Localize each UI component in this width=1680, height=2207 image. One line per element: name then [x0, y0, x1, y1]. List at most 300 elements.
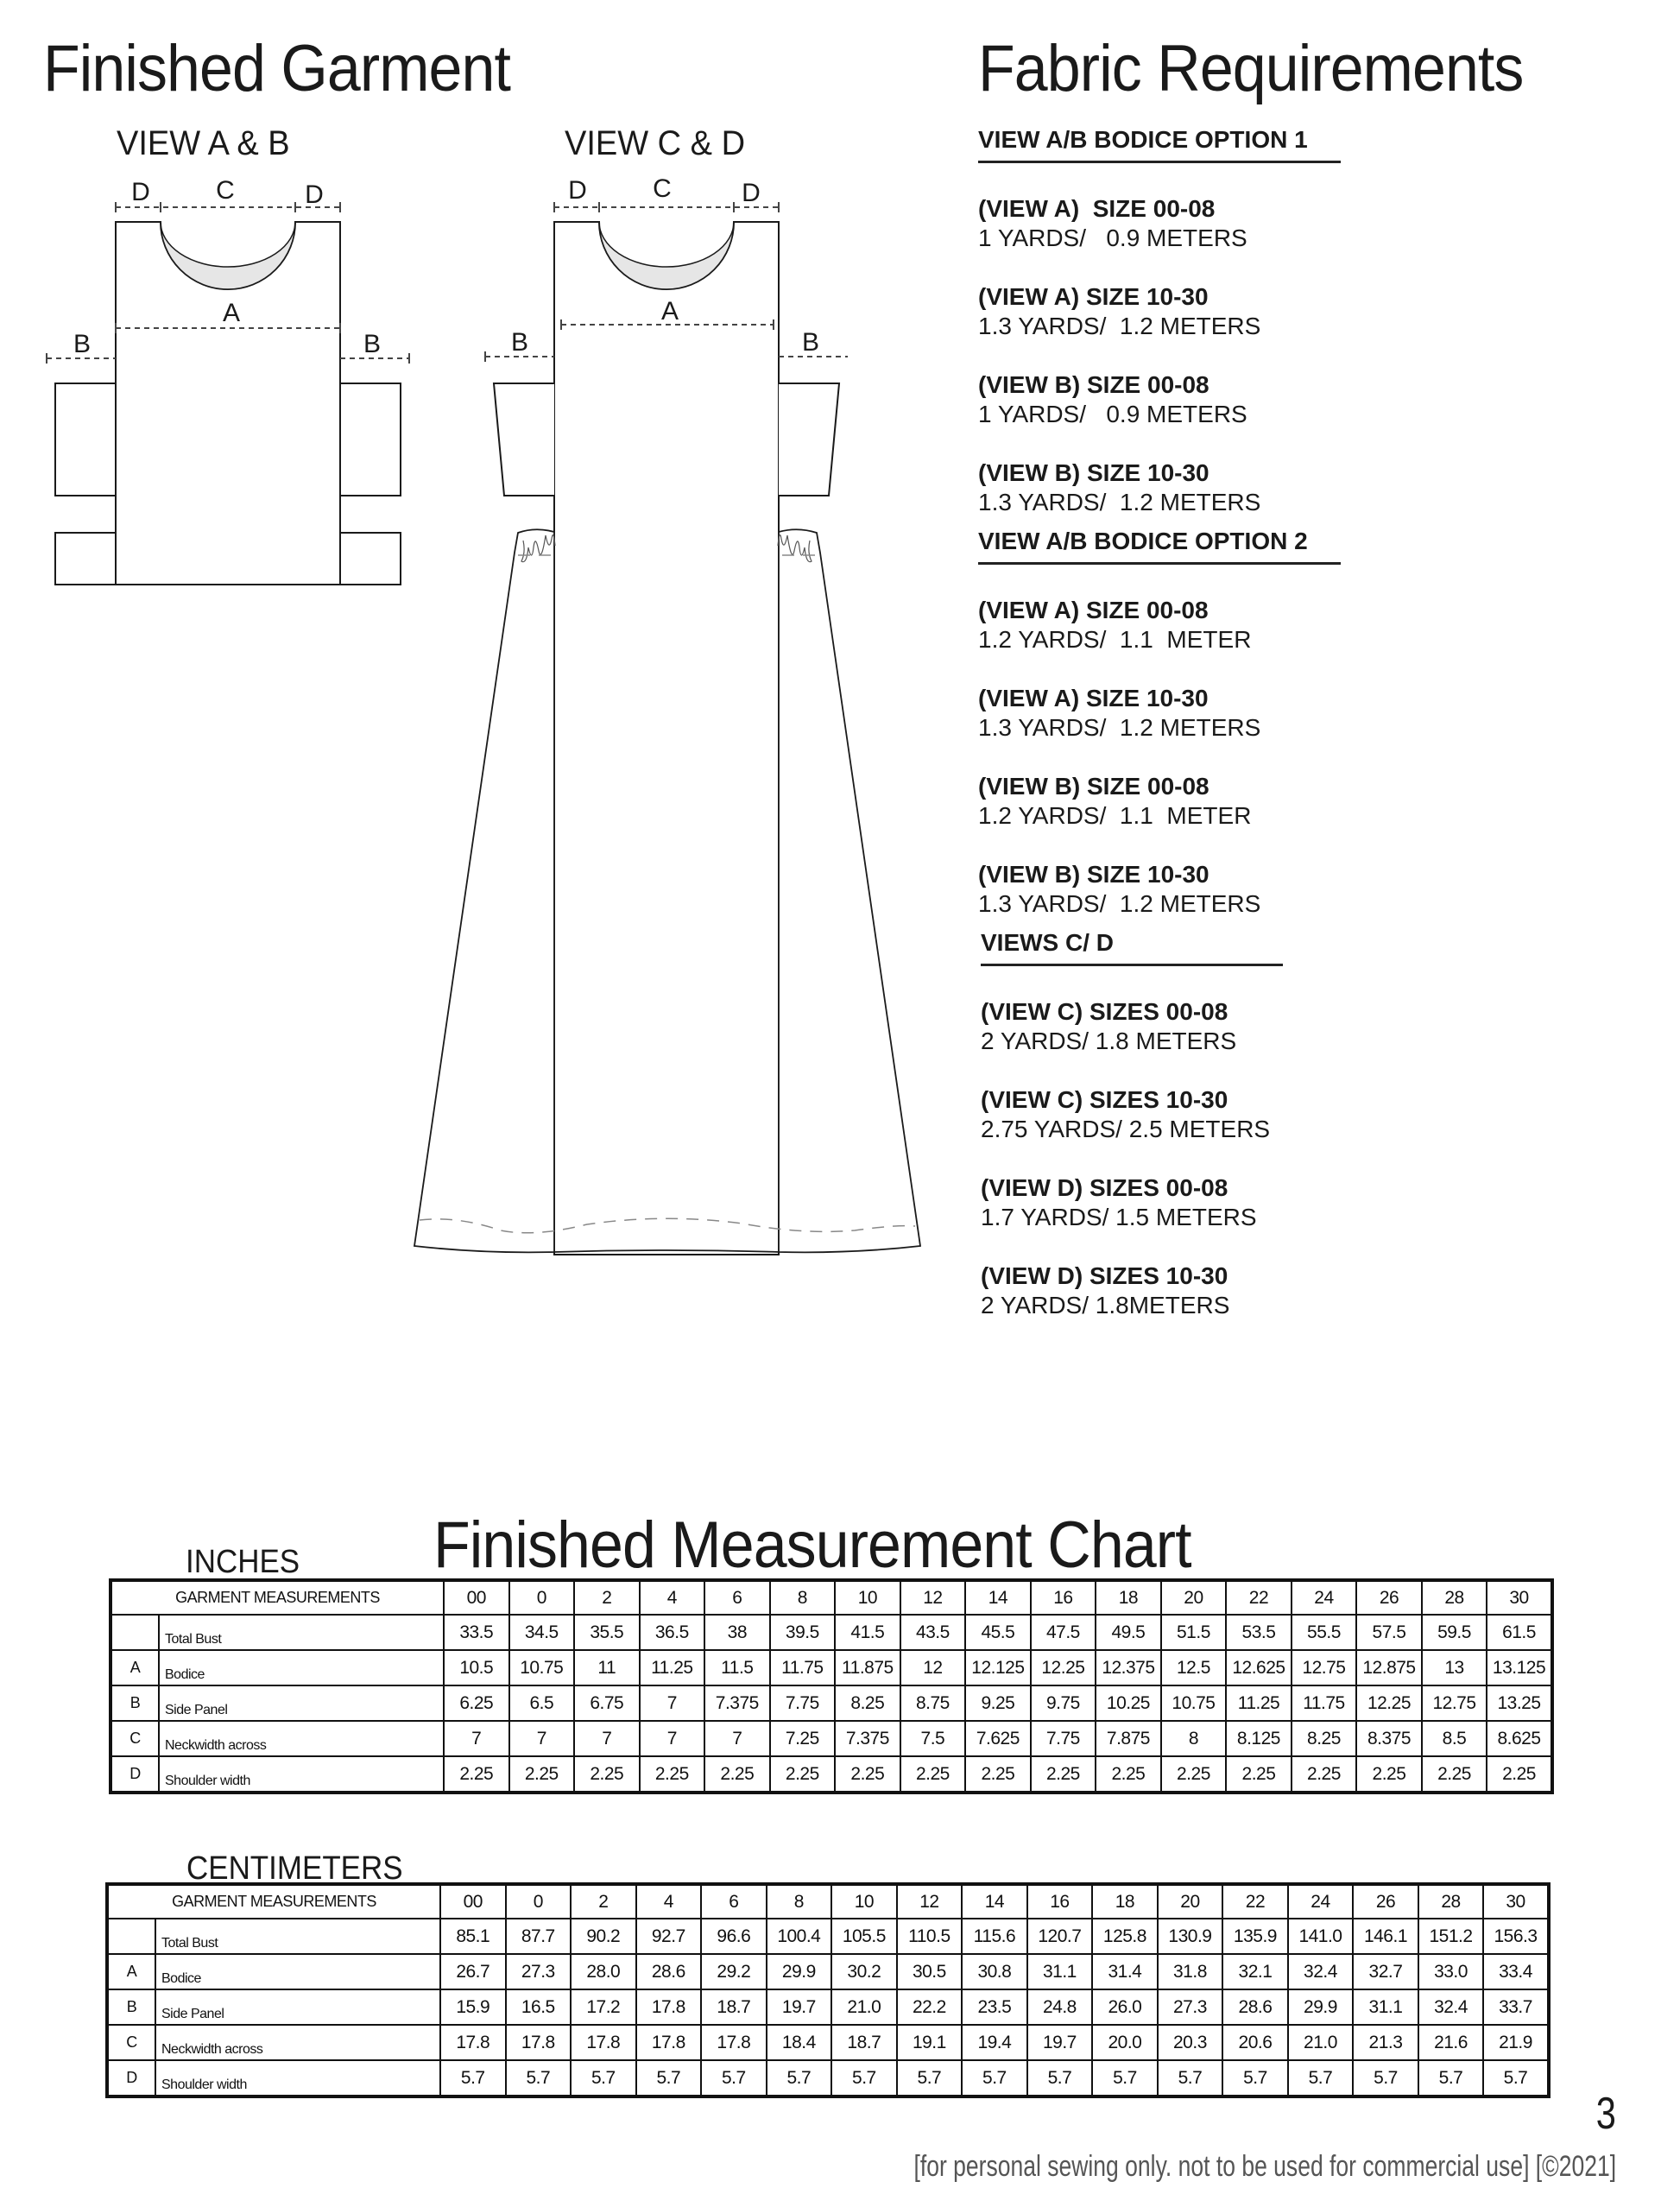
table-row	[107, 1954, 1549, 1989]
size-header-cell: 0	[509, 1580, 575, 1615]
size-header-cell: 30	[1483, 1884, 1549, 1919]
measurement-value: 30.8	[962, 1954, 1027, 1989]
view-ab-label-b-right: B	[363, 330, 382, 358]
view-cd-title: VIEW C & D	[565, 124, 746, 162]
size-header-cell: 14	[965, 1580, 1031, 1615]
measurement-value: 13.25	[1487, 1685, 1552, 1721]
measurement-value: 7.5	[900, 1721, 966, 1756]
measurement-value: 87.7	[506, 1919, 572, 1954]
measurement-value: 26.7	[440, 1954, 506, 1989]
fabric-section	[978, 128, 1341, 517]
measurement-name: Side Panel	[155, 1989, 440, 2025]
size-header-cell: 20	[1161, 1580, 1227, 1615]
size-header-cell: 30	[1487, 1580, 1552, 1615]
measurement-value: 85.1	[440, 1919, 506, 1954]
measurement-value: 7	[704, 1721, 770, 1756]
view-ab-label-d-right: D	[305, 180, 324, 209]
size-header-cell: 18	[1092, 1884, 1158, 1919]
measurement-value: 32.1	[1222, 1954, 1288, 1989]
size-header-cell: 28	[1418, 1884, 1484, 1919]
measurement-value: 5.7	[701, 2060, 767, 2096]
size-header-cell: 12	[897, 1884, 963, 1919]
view-cd-side-panel-left	[494, 383, 554, 496]
measurement-value: 5.7	[440, 2060, 506, 2096]
measurement-value: 10.75	[509, 1650, 575, 1685]
measurement-value: 28.0	[571, 1954, 636, 1989]
view-cd-label-b-left: B	[510, 328, 529, 357]
measurement-name: Shoulder width	[159, 1756, 444, 1793]
measurement-value: 7	[444, 1721, 509, 1756]
fabric-item-amount: 2.75 YARDS/ 2.5 METERS	[981, 1116, 1271, 1142]
size-header-cell: 2	[571, 1884, 636, 1919]
size-header-cell: 4	[640, 1580, 705, 1615]
measurement-value: 28.6	[636, 1954, 702, 1989]
measurement-value: 53.5	[1226, 1615, 1292, 1650]
measurement-value: 28.6	[1222, 1989, 1288, 2025]
measurement-value: 11.75	[770, 1650, 836, 1685]
view-ab-side-panel-left-top	[55, 383, 116, 496]
measurement-value: 7.375	[835, 1721, 900, 1756]
fabric-item	[981, 1173, 1283, 1232]
measurement-value: 12.75	[1292, 1650, 1357, 1685]
measurement-value: 2.25	[835, 1756, 900, 1793]
size-header-cell: 26	[1353, 1884, 1418, 1919]
measurement-value: 2.25	[509, 1756, 575, 1793]
measurement-value: 21.0	[1288, 2025, 1354, 2060]
fabric-item-label: (VIEW B) SIZE 10-30	[978, 459, 1209, 486]
size-header-cell: 4	[636, 1884, 702, 1919]
measurement-value: 17.8	[440, 2025, 506, 2060]
measurement-value: 30.5	[897, 1954, 963, 1989]
measurement-value: 5.7	[767, 2060, 832, 2096]
measurement-value: 146.1	[1353, 1919, 1418, 1954]
measurement-value: 29.9	[767, 1954, 832, 1989]
fabric-section-heading: VIEW A/B BODICE OPTION 1	[978, 128, 1341, 163]
measurement-value: 2.25	[1356, 1756, 1422, 1793]
measurement-letter: A	[111, 1650, 159, 1685]
measurement-value: 2.25	[1031, 1756, 1096, 1793]
measurement-value: 20.0	[1092, 2025, 1158, 2060]
measurement-value: 110.5	[897, 1919, 963, 1954]
view-cd-label-a: A	[660, 297, 679, 326]
measurement-value: 30.2	[831, 1954, 897, 1989]
view-ab-label-c: C	[216, 176, 235, 205]
fabric-item-amount: 2 YARDS/ 1.8METERS	[981, 1292, 1230, 1319]
measurement-value: 7.375	[704, 1685, 770, 1721]
size-header-cell: 8	[770, 1580, 836, 1615]
size-header-cell: 28	[1422, 1580, 1487, 1615]
fabric-requirements-title: Fabric Requirements	[978, 32, 1524, 105]
measurement-value: 18.4	[767, 2025, 832, 2060]
measurement-value: 33.4	[1483, 1954, 1549, 1989]
measurement-value: 7.25	[770, 1721, 836, 1756]
measurement-value: 7.875	[1096, 1721, 1161, 1756]
size-header-cell: 26	[1356, 1580, 1422, 1615]
measurement-value: 17.8	[701, 2025, 767, 2060]
fabric-item-amount: 1 YARDS/ 0.9 METERS	[978, 401, 1247, 427]
table-row	[107, 2025, 1549, 2060]
view-ab-side-panel-right-top	[340, 383, 401, 496]
fabric-section	[981, 931, 1283, 1320]
measurement-value: 31.1	[1353, 1989, 1418, 2025]
garment-measurements-header: GARMENT MEASUREMENTS	[107, 1884, 440, 1919]
measurement-value: 105.5	[831, 1919, 897, 1954]
measurement-name: Shoulder width	[155, 2060, 440, 2096]
size-header-cell: 24	[1288, 1884, 1354, 1919]
measurement-value: 19.7	[1027, 2025, 1093, 2060]
fabric-requirements	[978, 128, 1427, 1350]
size-header-cell: 8	[767, 1884, 832, 1919]
measurement-value: 125.8	[1092, 1919, 1158, 1954]
table-row	[107, 1919, 1549, 1954]
measurement-value: 12.25	[1031, 1650, 1096, 1685]
measurement-value: 5.7	[897, 2060, 963, 2096]
measurement-value: 6.75	[574, 1685, 640, 1721]
inches-label: INCHES	[186, 1544, 300, 1580]
measurement-chart-title: Finished Measurement Chart	[433, 1508, 1191, 1582]
view-cd-center-panel	[554, 222, 779, 1255]
measurement-value: 11	[574, 1650, 640, 1685]
fabric-section-heading: VIEW A/B BODICE OPTION 2	[978, 529, 1341, 565]
measurement-value: 5.7	[1092, 2060, 1158, 2096]
fabric-section	[978, 529, 1341, 919]
measurement-letter: C	[107, 2025, 155, 2060]
view-ab-diagram	[0, 155, 432, 604]
fabric-item	[981, 1085, 1283, 1144]
measurement-value: 32.4	[1288, 1954, 1354, 1989]
measurement-value: 7	[640, 1685, 705, 1721]
size-header-cell: 0	[506, 1884, 572, 1919]
measurement-letter	[111, 1615, 159, 1650]
measurement-value: 12.5	[1161, 1650, 1227, 1685]
size-header-cell: 00	[440, 1884, 506, 1919]
measurement-value: 10.25	[1096, 1685, 1161, 1721]
measurement-value: 7	[640, 1721, 705, 1756]
view-cd-label-b-right: B	[801, 328, 820, 357]
measurement-value: 17.8	[506, 2025, 572, 2060]
fabric-item-amount: 1.2 YARDS/ 1.1 METER	[978, 626, 1252, 653]
size-header-cell: 6	[701, 1884, 767, 1919]
measurement-value: 2.25	[1487, 1756, 1552, 1793]
table-row	[111, 1650, 1552, 1685]
view-cd-label-d-left: D	[568, 176, 587, 205]
fabric-item-label: (VIEW A) SIZE 10-30	[978, 685, 1209, 711]
measurement-value: 100.4	[767, 1919, 832, 1954]
measurement-name: Side Panel	[159, 1685, 444, 1721]
view-ab-label-d-left: D	[131, 178, 150, 206]
fabric-item-label: (VIEW C) SIZES 00-08	[981, 998, 1228, 1025]
measurement-value: 31.8	[1158, 1954, 1223, 1989]
measurement-value: 115.6	[962, 1919, 1027, 1954]
fabric-item-label: (VIEW C) SIZES 10-30	[981, 1086, 1228, 1113]
measurement-value: 27.3	[1158, 1989, 1223, 2025]
measurement-value: 5.7	[1353, 2060, 1418, 2096]
measurement-value: 49.5	[1096, 1615, 1161, 1650]
size-header-cell: 18	[1096, 1580, 1161, 1615]
measurement-value: 10.75	[1161, 1685, 1227, 1721]
fabric-item-label: (VIEW B) SIZE 00-08	[978, 773, 1209, 800]
measurement-value: 15.9	[440, 1989, 506, 2025]
measurement-value: 33.5	[444, 1615, 509, 1650]
measurement-name: Neckwidth across	[155, 2025, 440, 2060]
measurement-value: 12.75	[1422, 1685, 1487, 1721]
table-row	[107, 1989, 1549, 2025]
footer-notice: [for personal sewing only. not to be used for commercial use] [©2021]	[913, 2150, 1616, 2183]
measurement-value: 33.0	[1418, 1954, 1484, 1989]
measurement-value: 13.125	[1487, 1650, 1552, 1685]
measurement-value: 23.5	[962, 1989, 1027, 2025]
measurement-value: 27.3	[506, 1954, 572, 1989]
measurement-value: 2.25	[574, 1756, 640, 1793]
measurement-value: 6.25	[444, 1685, 509, 1721]
measurement-value: 135.9	[1222, 1919, 1288, 1954]
measurement-value: 18.7	[831, 2025, 897, 2060]
measurement-value: 20.6	[1222, 2025, 1288, 2060]
measurement-value: 8.625	[1487, 1721, 1552, 1756]
measurement-letter: C	[111, 1721, 159, 1756]
size-header-cell: 00	[444, 1580, 509, 1615]
measurement-letter: B	[111, 1685, 159, 1721]
measurement-value: 8.25	[1292, 1721, 1357, 1756]
size-header-cell: 22	[1226, 1580, 1292, 1615]
size-header-cell: 20	[1158, 1884, 1223, 1919]
size-header-cell: 10	[831, 1884, 897, 1919]
fabric-item-amount: 1.7 YARDS/ 1.5 METERS	[981, 1204, 1257, 1230]
measurement-value: 35.5	[574, 1615, 640, 1650]
size-header-cell: 6	[704, 1580, 770, 1615]
size-header-cell: 12	[900, 1580, 966, 1615]
fabric-item-label: (VIEW D) SIZES 00-08	[981, 1174, 1228, 1201]
measurement-value: 21.0	[831, 1989, 897, 2025]
table-row	[111, 1615, 1552, 1650]
measurement-value: 12.125	[965, 1650, 1031, 1685]
measurement-letter: D	[111, 1756, 159, 1793]
measurement-name: Bodice	[159, 1650, 444, 1685]
measurement-value: 22.2	[897, 1989, 963, 2025]
measurement-value: 12.875	[1356, 1650, 1422, 1685]
measurement-value: 55.5	[1292, 1615, 1357, 1650]
measurement-value: 21.3	[1353, 2025, 1418, 2060]
measurement-value: 17.8	[636, 2025, 702, 2060]
view-cd-label-c: C	[653, 174, 672, 203]
measurement-value: 2.25	[444, 1756, 509, 1793]
measurement-value: 156.3	[1483, 1919, 1549, 1954]
measurement-value: 120.7	[1027, 1919, 1093, 1954]
measurement-value: 12.625	[1226, 1650, 1292, 1685]
measurement-value: 11.875	[835, 1650, 900, 1685]
measurement-value: 2.25	[640, 1756, 705, 1793]
size-header-cell: 24	[1292, 1580, 1357, 1615]
measurement-value: 47.5	[1031, 1615, 1096, 1650]
measurement-value: 31.4	[1092, 1954, 1158, 1989]
fabric-item-amount: 1.3 YARDS/ 1.2 METERS	[978, 714, 1261, 741]
measurement-name: Total Bust	[159, 1615, 444, 1650]
measurement-value: 59.5	[1422, 1615, 1487, 1650]
fabric-item-label: (VIEW A) SIZE 00-08	[978, 195, 1216, 222]
fabric-item	[978, 282, 1341, 341]
measurement-letter: D	[107, 2060, 155, 2096]
measurement-value: 151.2	[1418, 1919, 1484, 1954]
measurement-value: 10.5	[444, 1650, 509, 1685]
measurement-value: 8.25	[835, 1685, 900, 1721]
measurement-value: 29.2	[701, 1954, 767, 1989]
table-row	[111, 1685, 1552, 1721]
measurement-value: 16.5	[506, 1989, 572, 2025]
measurement-value: 57.5	[1356, 1615, 1422, 1650]
measurement-value: 34.5	[509, 1615, 575, 1650]
measurement-value: 7	[574, 1721, 640, 1756]
measurement-value: 5.7	[1027, 2060, 1093, 2096]
centimeters-measurement-table	[105, 1882, 1551, 2098]
measurement-value: 45.5	[965, 1615, 1031, 1650]
fabric-item-amount: 2 YARDS/ 1.8 METERS	[981, 1028, 1237, 1054]
measurement-letter	[107, 1919, 155, 1954]
fabric-item	[978, 860, 1341, 919]
size-header-cell: 2	[574, 1580, 640, 1615]
measurement-value: 7.75	[1031, 1721, 1096, 1756]
fabric-item	[978, 194, 1341, 253]
measurement-value: 24.8	[1027, 1989, 1093, 2025]
measurement-value: 12.25	[1356, 1685, 1422, 1721]
measurement-value: 7.75	[770, 1685, 836, 1721]
view-ab-label-a: A	[222, 299, 241, 327]
measurement-value: 11.25	[640, 1650, 705, 1685]
size-header-cell: 16	[1031, 1580, 1096, 1615]
fabric-item-amount: 1.3 YARDS/ 1.2 METERS	[978, 313, 1261, 339]
fabric-item-label: (VIEW D) SIZES 10-30	[981, 1262, 1228, 1289]
measurement-value: 130.9	[1158, 1919, 1223, 1954]
view-cd-skirt-right	[779, 529, 920, 1252]
size-header-cell: 10	[835, 1580, 900, 1615]
measurement-value: 43.5	[900, 1615, 966, 1650]
measurement-value: 8.375	[1356, 1721, 1422, 1756]
measurement-value: 32.7	[1353, 1954, 1418, 1989]
measurement-value: 2.25	[1226, 1756, 1292, 1793]
measurement-value: 8.75	[900, 1685, 966, 1721]
measurement-value: 33.7	[1483, 1989, 1549, 2025]
measurement-value: 96.6	[701, 1919, 767, 1954]
fabric-item	[978, 684, 1341, 743]
fabric-item-label: (VIEW A) SIZE 00-08	[978, 597, 1209, 623]
measurement-value: 11.25	[1226, 1685, 1292, 1721]
fabric-section-heading: VIEWS C/ D	[981, 931, 1283, 966]
measurement-value: 13	[1422, 1650, 1487, 1685]
measurement-letter: B	[107, 1989, 155, 2025]
measurement-value: 36.5	[640, 1615, 705, 1650]
view-ab-side-panel-right-bottom	[340, 533, 401, 585]
view-cd-skirt-left	[414, 529, 554, 1252]
page-number: 3	[1595, 2089, 1616, 2139]
measurement-value: 2.25	[1161, 1756, 1227, 1793]
measurement-value: 5.7	[506, 2060, 572, 2096]
measurement-value: 8	[1161, 1721, 1227, 1756]
measurement-value: 39.5	[770, 1615, 836, 1650]
fabric-item	[981, 997, 1283, 1056]
measurement-value: 21.6	[1418, 2025, 1484, 2060]
measurement-value: 92.7	[636, 1919, 702, 1954]
fabric-item	[978, 370, 1341, 429]
measurement-value: 21.9	[1483, 2025, 1549, 2060]
measurement-value: 8.5	[1422, 1721, 1487, 1756]
fabric-item-label: (VIEW B) SIZE 00-08	[978, 371, 1209, 398]
measurement-value: 2.25	[1422, 1756, 1487, 1793]
view-ab-title: VIEW A & B	[117, 124, 290, 162]
measurement-value: 17.2	[571, 1989, 636, 2025]
fabric-item-amount: 1.2 YARDS/ 1.1 METER	[978, 802, 1252, 829]
fabric-item-amount: 1.3 YARDS/ 1.2 METERS	[978, 489, 1261, 515]
measurement-value: 7.625	[965, 1721, 1031, 1756]
finished-garment-title: Finished Garment	[43, 32, 510, 105]
measurement-value: 19.1	[897, 2025, 963, 2060]
fabric-item-amount: 1.3 YARDS/ 1.2 METERS	[978, 890, 1261, 917]
size-header-cell: 14	[962, 1884, 1027, 1919]
measurement-value: 5.7	[636, 2060, 702, 2096]
fabric-item	[981, 1262, 1283, 1320]
measurement-value: 5.7	[831, 2060, 897, 2096]
measurement-value: 17.8	[571, 2025, 636, 2060]
measurement-value: 2.25	[770, 1756, 836, 1793]
measurement-value: 11.5	[704, 1650, 770, 1685]
measurement-value: 12.375	[1096, 1650, 1161, 1685]
inches-measurement-table	[109, 1578, 1554, 1794]
measurement-value: 17.8	[636, 1989, 702, 2025]
measurement-value: 2.25	[965, 1756, 1031, 1793]
measurement-name: Bodice	[155, 1954, 440, 1989]
measurement-value: 11.75	[1292, 1685, 1357, 1721]
measurement-value: 5.7	[1158, 2060, 1223, 2096]
view-cd-diagram	[397, 155, 950, 1278]
table-row	[107, 2060, 1549, 2096]
fabric-item-amount: 1 YARDS/ 0.9 METERS	[978, 224, 1247, 251]
fabric-item	[978, 772, 1341, 831]
centimeters-label: CENTIMETERS	[186, 1850, 403, 1887]
fabric-item	[978, 458, 1341, 517]
measurement-value: 8.125	[1226, 1721, 1292, 1756]
measurement-value: 5.7	[1288, 2060, 1354, 2096]
size-header-cell: 16	[1027, 1884, 1093, 1919]
measurement-letter: A	[107, 1954, 155, 1989]
measurement-value: 32.4	[1418, 1989, 1484, 2025]
measurement-name: Neckwidth across	[159, 1721, 444, 1756]
measurement-value: 12	[900, 1650, 966, 1685]
measurement-value: 19.7	[767, 1989, 832, 2025]
measurement-value: 2.25	[900, 1756, 966, 1793]
measurement-value: 41.5	[835, 1615, 900, 1650]
measurement-value: 2.25	[1096, 1756, 1161, 1793]
garment-measurements-header: GARMENT MEASUREMENTS	[111, 1580, 444, 1615]
measurement-value: 2.25	[704, 1756, 770, 1793]
size-header-cell: 22	[1222, 1884, 1288, 1919]
measurement-value: 5.7	[1418, 2060, 1484, 2096]
fabric-item-label: (VIEW B) SIZE 10-30	[978, 861, 1209, 888]
fabric-item-label: (VIEW A) SIZE 10-30	[978, 283, 1209, 310]
measurement-value: 6.5	[509, 1685, 575, 1721]
view-cd-side-panel-right	[779, 383, 839, 496]
measurement-value: 5.7	[962, 2060, 1027, 2096]
view-ab-label-b-left: B	[73, 330, 92, 358]
measurement-value: 9.75	[1031, 1685, 1096, 1721]
measurement-value: 5.7	[1222, 2060, 1288, 2096]
measurement-value: 19.4	[962, 2025, 1027, 2060]
measurement-value: 5.7	[571, 2060, 636, 2096]
measurement-value: 61.5	[1487, 1615, 1552, 1650]
measurement-value: 26.0	[1092, 1989, 1158, 2025]
table-row	[111, 1756, 1552, 1793]
measurement-value: 7	[509, 1721, 575, 1756]
measurement-value: 18.7	[701, 1989, 767, 2025]
measurement-value: 51.5	[1161, 1615, 1227, 1650]
table-header-row	[111, 1580, 1552, 1615]
